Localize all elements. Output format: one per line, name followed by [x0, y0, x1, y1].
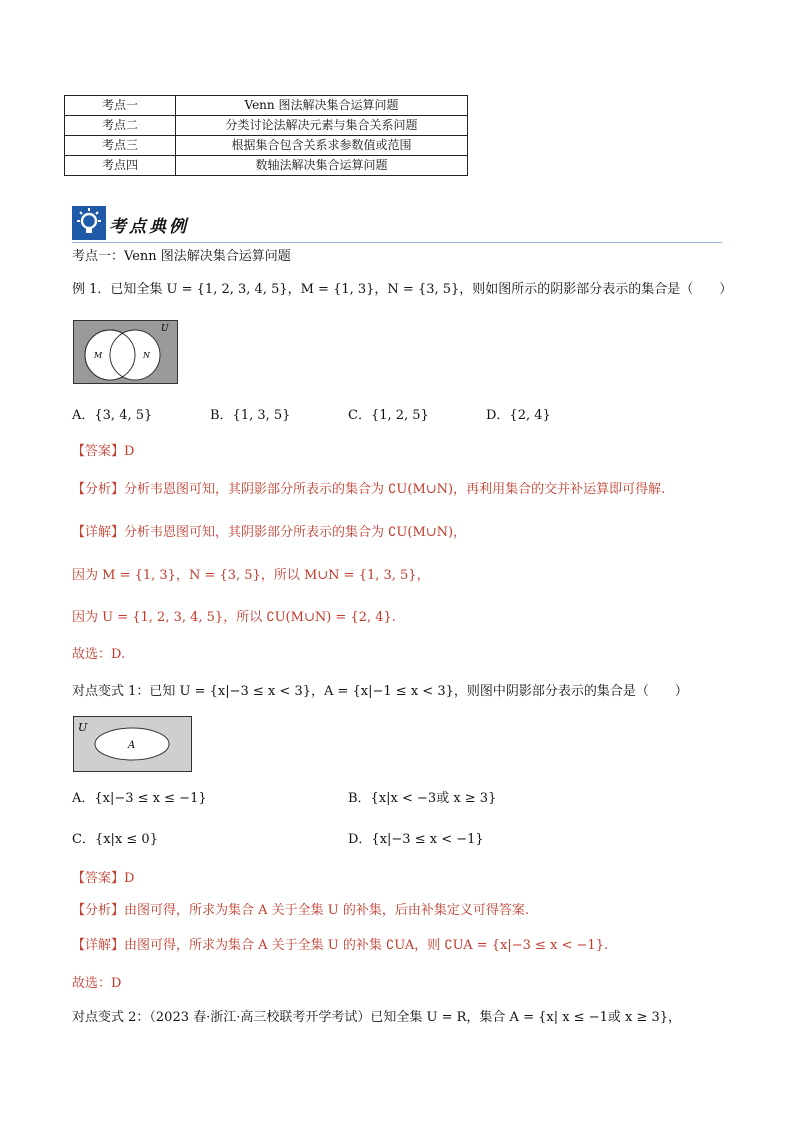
topic-table [64, 95, 468, 176]
variant1-option-d: D．{x|−3 ≤ x < −1} [348, 832, 484, 847]
variant1-conclusion: 故选：D [72, 976, 122, 991]
example1-step2: 因为 U = {1, 2, 3, 4, 5}，所以 ∁U(M∪N) = {2, 4}. [72, 610, 396, 625]
topic-value: 根据集合包含关系求参数值或范围 [176, 136, 468, 156]
section-header: 考点典例 [109, 217, 189, 237]
variant1-question: 对点变式 1：已知 U = {x|−3 ≤ x < 3}，A = {x|−1 ≤ x < 3}，则图中阴影部分表示的集合是（ ） [72, 684, 688, 699]
venn1-label-n: N [143, 351, 150, 360]
variant1-option-b: B．{x|x < −3或 x ≥ 3} [348, 791, 497, 806]
variant1-answer: 【答案】D [72, 871, 135, 886]
example1-option-c: C．{1, 2, 5} [348, 408, 429, 423]
venn-diagram-1 [73, 320, 179, 385]
topic-key: 考点三 [65, 136, 176, 156]
venn2-label-a: A [128, 740, 136, 751]
topic-value: 分类讨论法解决元素与集合关系问题 [176, 116, 468, 136]
topic1-title: 考点一：Venn 图法解决集合运算问题 [72, 249, 291, 264]
example1-conclusion: 故选：D. [72, 647, 126, 662]
variant1-option-a: A．{x|−3 ≤ x ≤ −1} [72, 791, 207, 806]
topic-table-row [65, 116, 468, 136]
topic-table-row [65, 136, 468, 156]
variant2-question: 对点变式 2：（2023 春·浙江·高三校联考开学考试）已知全集 U = R，集合 A = {x| x ≤ −1或 x ≥ 3}， [72, 1010, 682, 1025]
variant1-detail: 【详解】由图可得，所求为集合 A 关于全集 U 的补集 ∁UA，则 ∁UA = {x|−3 ≤ x < −1}. [72, 938, 609, 953]
example1-answer: 【答案】D [72, 444, 135, 459]
example1-option-b: B．{1, 3, 5} [210, 408, 291, 423]
topic-table-row [65, 156, 468, 176]
variant1-option-c: C．{x|x ≤ 0} [72, 832, 158, 847]
example1-option-d: D．{2, 4} [486, 408, 551, 423]
topic-key: 考点一 [65, 96, 176, 116]
venn1-label-m: M [94, 351, 103, 360]
example1-detail: 【详解】分析韦恩图可知，其阴影部分所表示的集合为 ∁U(M∪N)， [72, 525, 467, 540]
variant1-analysis: 【分析】由图可得，所求为集合 A 关于全集 U 的补集，后由补集定义可得答案. [72, 903, 530, 918]
example1-question: 例 1．已知全集 U = {1, 2, 3, 4, 5}，M = {1, 3}，N = {3, 5}，则如图所示的阴影部分表示的集合是（ ） [72, 282, 733, 297]
example1-analysis: 【分析】分析韦恩图可知，其阴影部分所表示的集合为 ∁U(M∪N)，再利用集合的交并补运算即可得解. [72, 482, 666, 497]
example1-step1: 因为 M = {1, 3}，N = {3, 5}，所以 M∪N = {1, 3, 5}， [72, 568, 430, 583]
topic-table-row [65, 96, 468, 116]
topic-key: 考点四 [65, 156, 176, 176]
topic-value: 数轴法解决集合运算问题 [176, 156, 468, 176]
lightbulb-icon [72, 206, 106, 240]
venn-diagram-2 [73, 716, 193, 773]
venn1-label-u: U [161, 324, 169, 334]
topic-value: Venn 图法解决集合运算问题 [176, 96, 468, 116]
topic-key: 考点二 [65, 116, 176, 136]
example1-option-a: A．{3, 4, 5} [72, 408, 153, 423]
section-divider [72, 242, 722, 243]
venn2-label-u: U [78, 721, 88, 734]
